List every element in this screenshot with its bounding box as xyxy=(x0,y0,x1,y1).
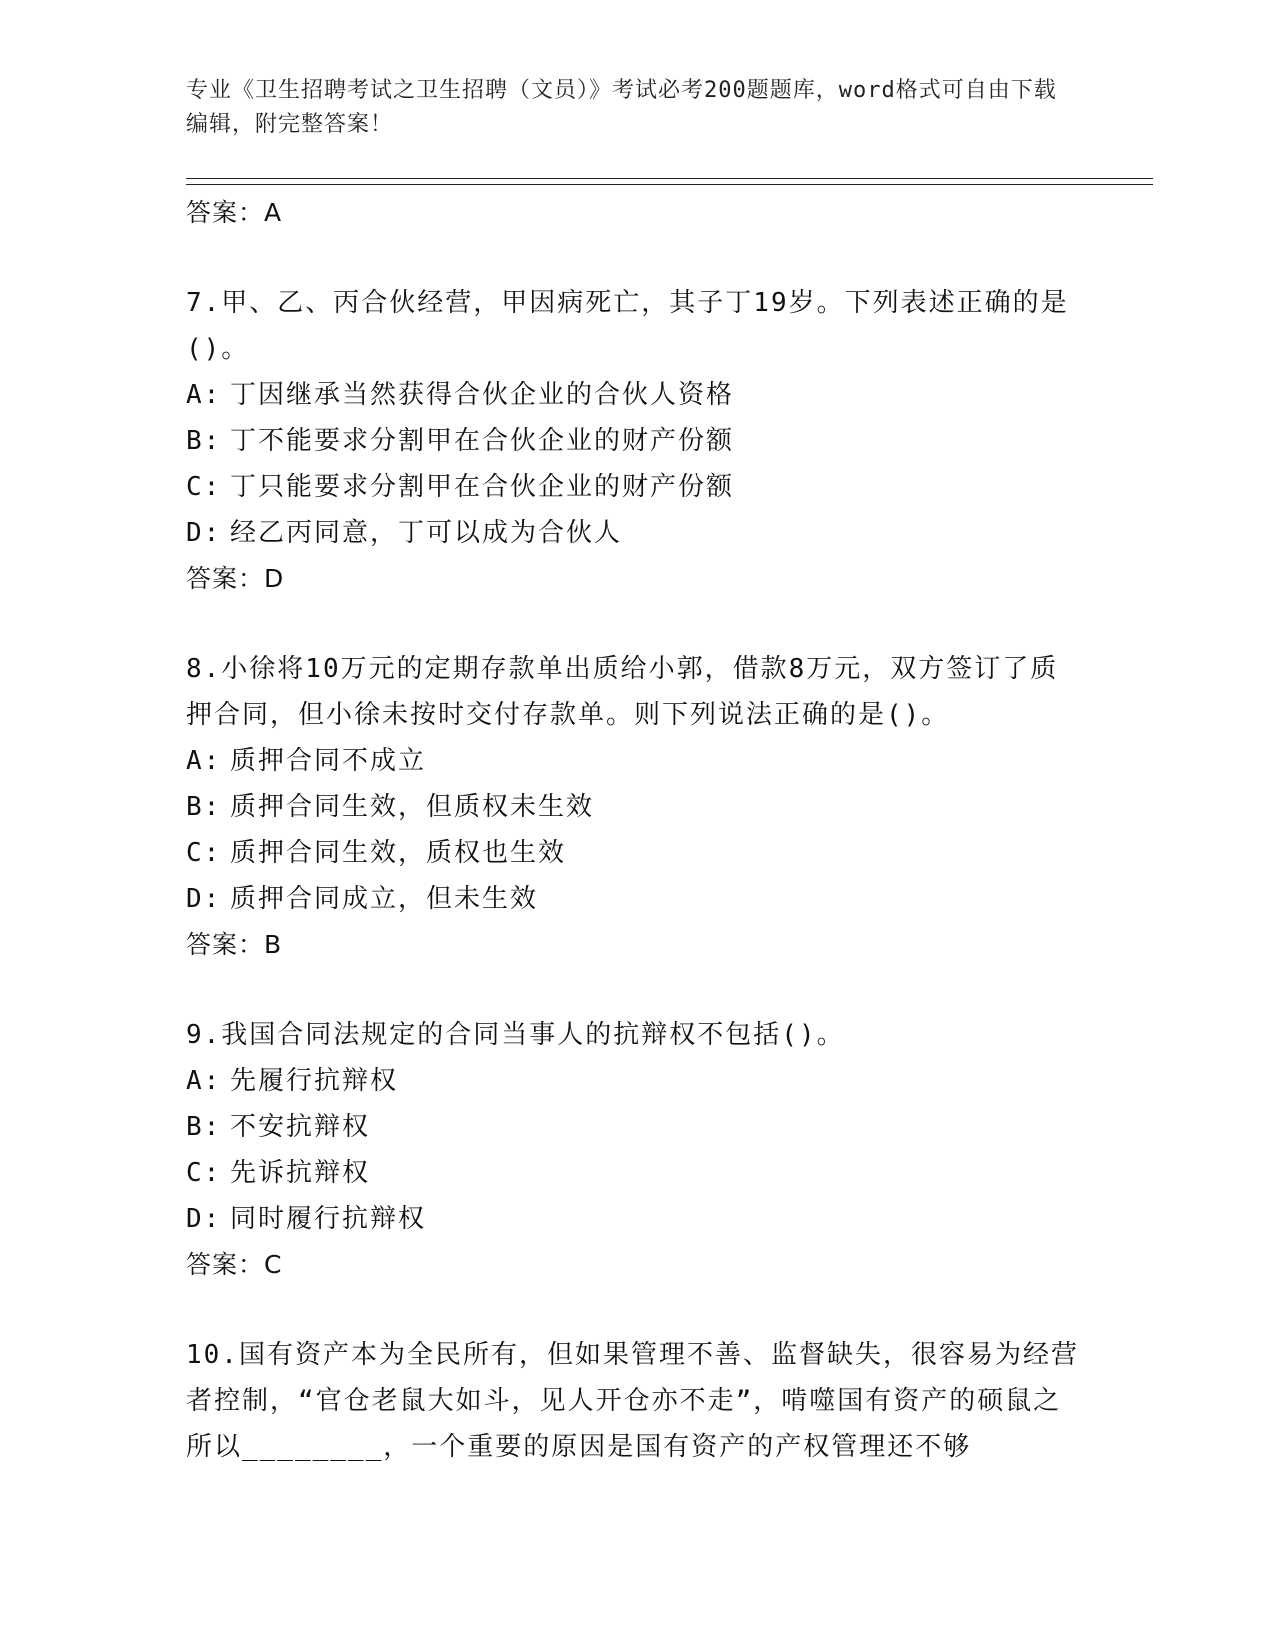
option-b xyxy=(186,418,1086,464)
option-b xyxy=(186,784,1086,830)
option-text: 经乙丙同意，丁可以成为合伙人 xyxy=(230,518,623,548)
option-text: 质押合同生效，质权也生效 xyxy=(230,838,567,868)
header-divider-bottom xyxy=(186,184,1153,185)
option-text: 丁只能要求分割甲在合伙企业的财产份额 xyxy=(230,472,735,502)
option-key: C: xyxy=(186,1158,222,1188)
option-text: 不安抗辩权 xyxy=(230,1112,371,1142)
option-key: A: xyxy=(186,1066,222,1096)
option-key: C: xyxy=(186,838,222,868)
page-header: 专业《卫生招聘考试之卫生招聘（文员）》考试必考200题题库，word格式可自由下载编辑，附完整答案！ xyxy=(186,78,1057,137)
option-b xyxy=(186,1104,1086,1150)
question-text: 8.小徐将10万元的定期存款单出质给小郭，借款8万元，双方签订了质押合同，但小徐未按时交付存款单。则下列说法正确的是()。 xyxy=(186,654,1059,730)
option-text: 先履行抗辩权 xyxy=(230,1066,399,1096)
option-key: B: xyxy=(186,1112,222,1142)
document-body xyxy=(186,190,1086,1470)
option-text: 质押合同成立，但未生效 xyxy=(230,884,539,914)
question-text: 7.甲、乙、丙合伙经营，甲因病死亡，其子丁19岁。下列表述正确的是()。 xyxy=(186,288,1069,364)
question-text: 10.国有资产本为全民所有，但如果管理不善、监督缺失，很容易为经营者控制，“官仓老鼠大如斗，见人开仓亦不走”，啃噬国有资产的硕鼠之所以________，一个重要的原因是国有资产的产权管理还不够 xyxy=(186,1340,1079,1462)
option-text: 丁不能要求分割甲在合伙企业的财产份额 xyxy=(230,426,735,456)
answer-previous: 答案：A xyxy=(186,198,283,227)
option-key: A: xyxy=(186,380,222,410)
question-10 xyxy=(186,1332,1086,1470)
question-text: 9.我国合同法规定的合同当事人的抗辩权不包括()。 xyxy=(186,1020,845,1050)
option-key: D: xyxy=(186,1204,222,1234)
answer: 答案：D xyxy=(186,564,285,593)
option-c xyxy=(186,1150,1086,1196)
option-key: C: xyxy=(186,472,222,502)
option-a xyxy=(186,738,1086,784)
option-c xyxy=(186,464,1086,510)
option-text: 质押合同生效，但质权未生效 xyxy=(230,792,595,822)
answer: 答案：C xyxy=(186,1250,283,1279)
option-text: 先诉抗辩权 xyxy=(230,1158,371,1188)
option-d xyxy=(186,876,1086,922)
option-d xyxy=(186,1196,1086,1242)
option-a xyxy=(186,372,1086,418)
option-text: 质押合同不成立 xyxy=(230,746,427,776)
option-a xyxy=(186,1058,1086,1104)
question-9 xyxy=(186,1012,1086,1288)
option-key: B: xyxy=(186,792,222,822)
answer: 答案：B xyxy=(186,930,283,959)
question-7 xyxy=(186,280,1086,602)
option-key: D: xyxy=(186,884,222,914)
option-key: D: xyxy=(186,518,222,548)
option-key: A: xyxy=(186,746,222,776)
option-text: 丁因继承当然获得合伙企业的合伙人资格 xyxy=(230,380,735,410)
option-text: 同时履行抗辩权 xyxy=(230,1204,427,1234)
option-key: B: xyxy=(186,426,222,456)
option-d xyxy=(186,510,1086,556)
question-8 xyxy=(186,646,1086,968)
header-divider-top xyxy=(186,178,1153,179)
option-c xyxy=(186,830,1086,876)
